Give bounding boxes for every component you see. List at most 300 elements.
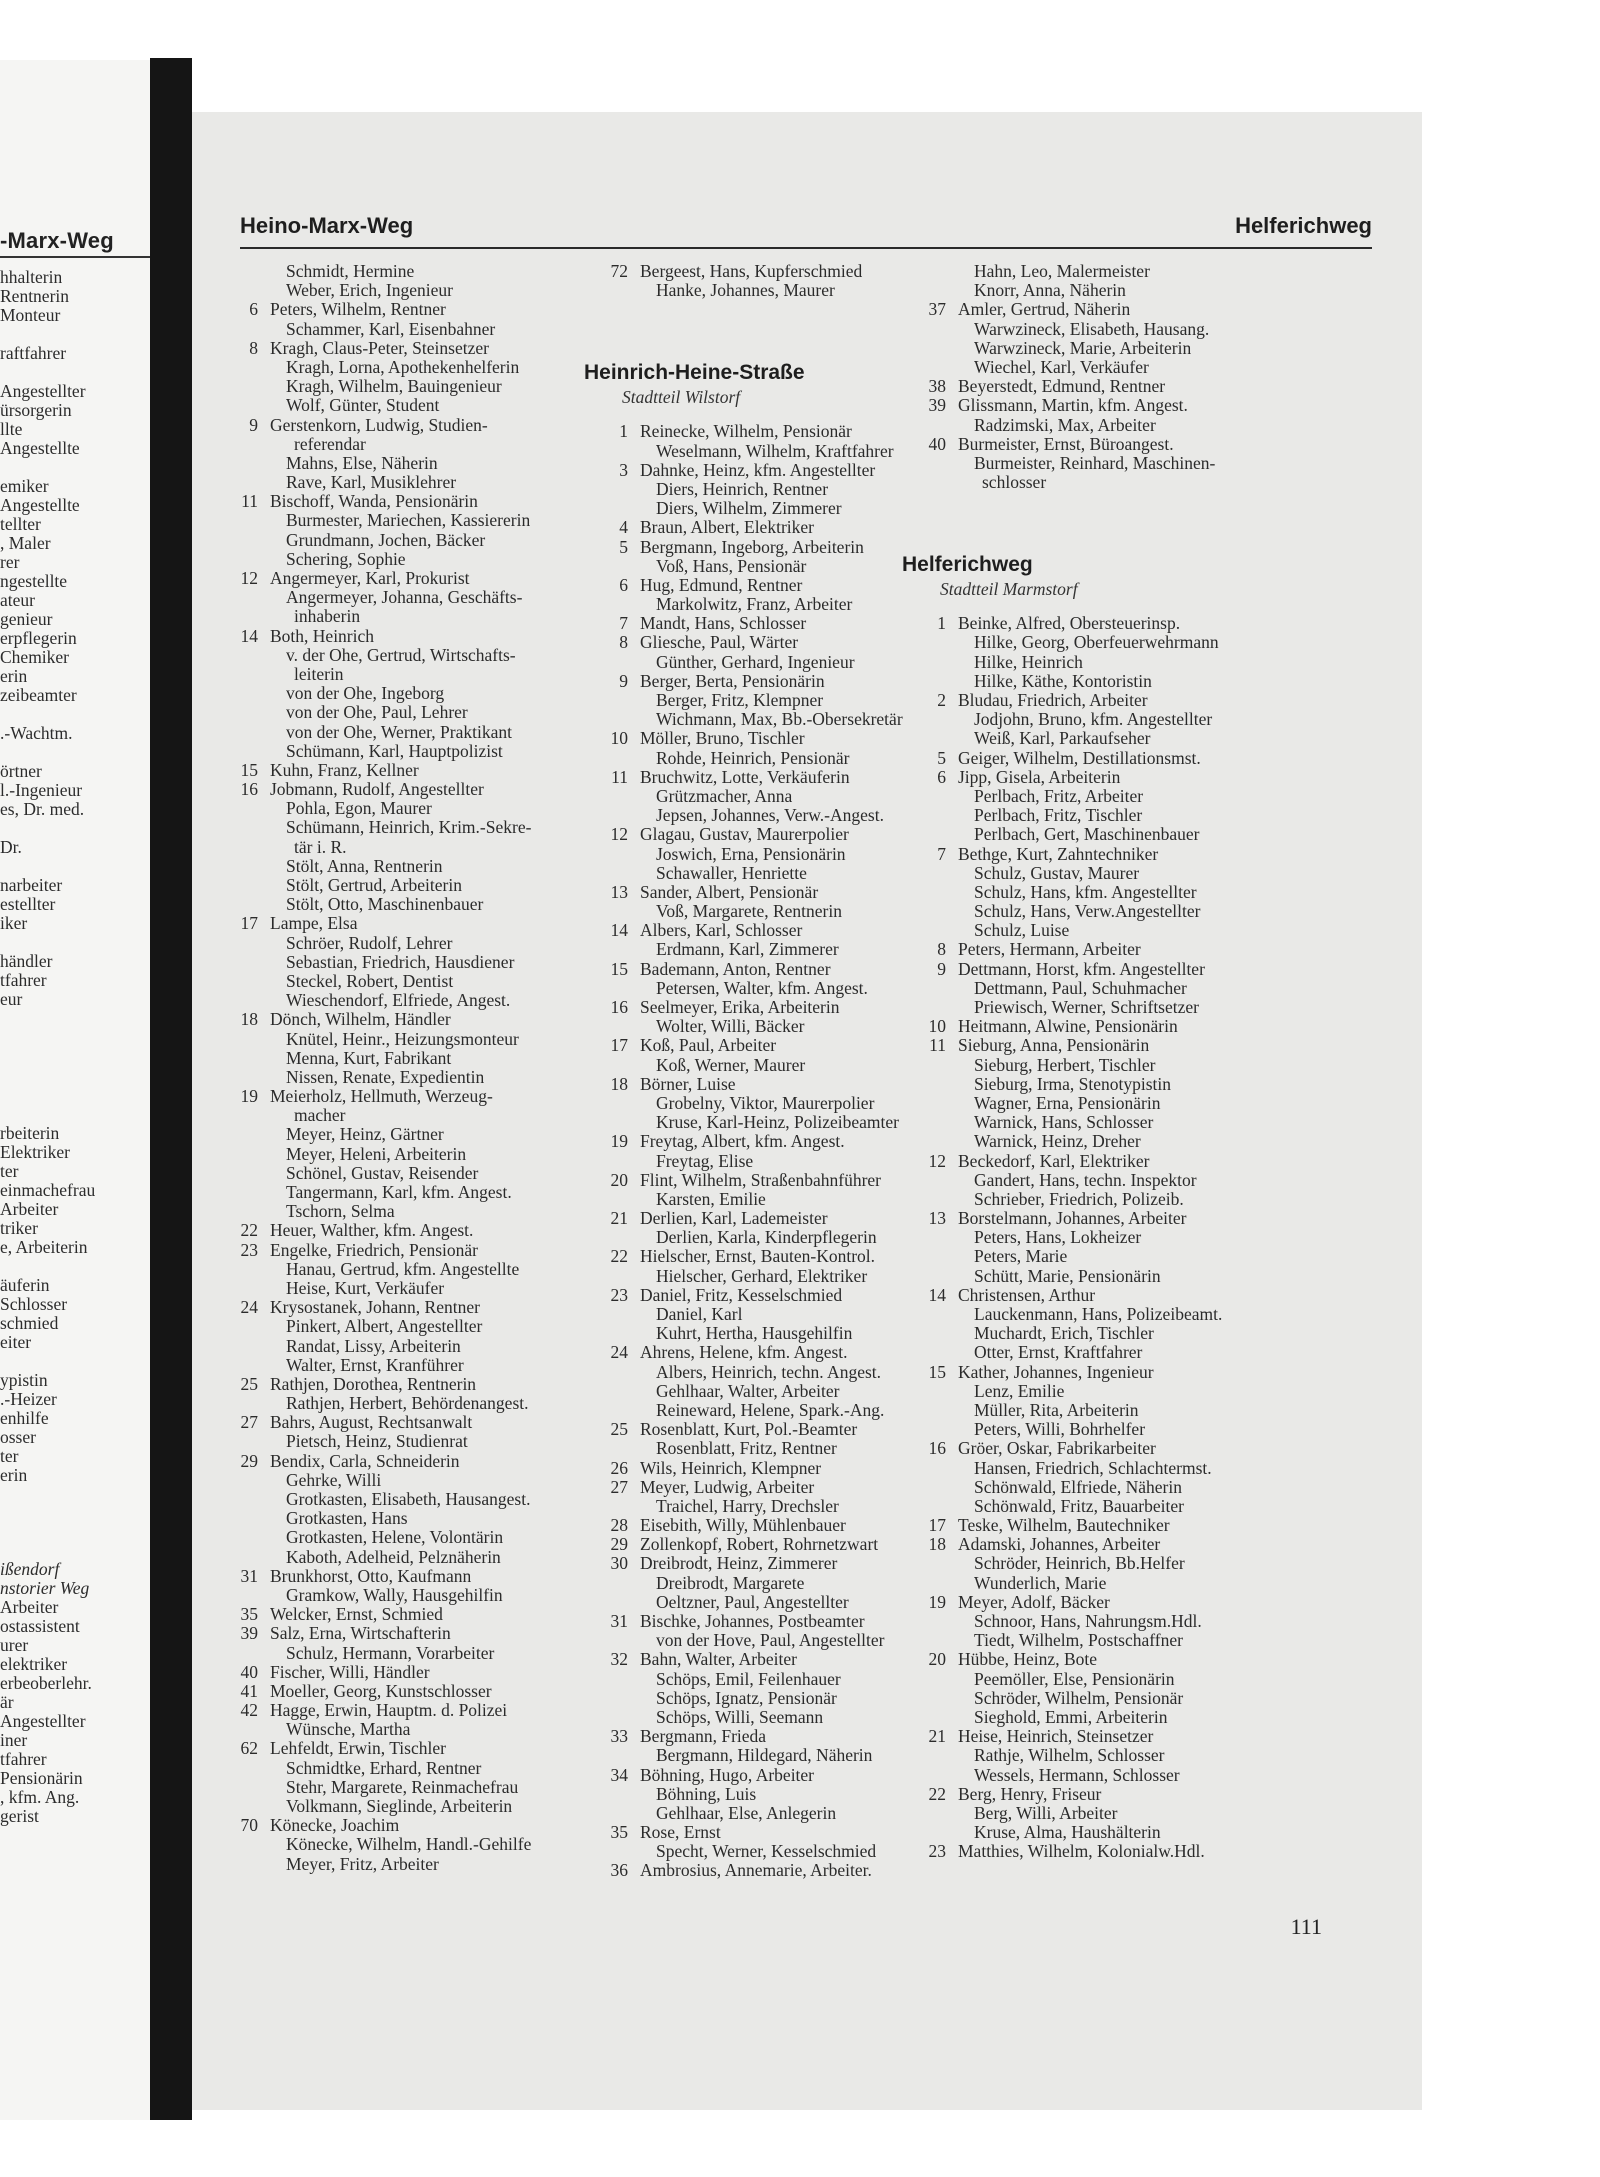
- resident-text: Schnoor, Hans, Nahrungsm.Hdl.: [974, 1611, 1202, 1631]
- left-page-line: triker: [0, 1218, 38, 1238]
- house-number: 16: [610, 997, 628, 1017]
- directory-entry: [910, 1343, 1390, 1362]
- resident-text: Dettmann, Horst, kfm. Angestellter: [958, 958, 1205, 979]
- house-number: 19: [610, 1131, 628, 1152]
- directory-entry: [910, 1209, 1390, 1228]
- resident-text: Joswich, Erna, Pensionärin: [656, 843, 846, 864]
- directory-entry: [910, 1516, 1390, 1535]
- resident-text: Specht, Werner, Kesselschmied: [656, 1841, 877, 1862]
- directory-entry: [910, 473, 1390, 492]
- left-page-line: händler: [0, 951, 53, 971]
- house-number: 38: [928, 376, 946, 397]
- directory-entry: [910, 1804, 1390, 1823]
- resident-text: Nissen, Renate, Expedientin: [286, 1066, 485, 1087]
- left-page-line: erpflegerin: [0, 628, 77, 648]
- resident-text: Hilke, Georg, Oberfeuerwehrmann: [974, 632, 1219, 653]
- resident-text: von der Ohe, Ingeborg: [286, 683, 445, 704]
- left-page-line: l.-Ingenieur: [0, 780, 83, 800]
- house-number: 33: [610, 1726, 628, 1747]
- house-number: 35: [240, 1604, 258, 1625]
- directory-entry: [910, 1247, 1390, 1266]
- resident-text: Muchardt, Erich, Tischler: [974, 1323, 1154, 1344]
- resident-text: Kruse, Karl-Heinz, Polizeibeamter: [656, 1112, 899, 1133]
- house-number: 8: [249, 337, 258, 358]
- house-number: 15: [928, 1361, 946, 1382]
- resident-text: Weiß, Karl, Parkaufseher: [974, 728, 1151, 749]
- resident-text: Warwzineck, Elisabeth, Hausang.: [974, 318, 1210, 339]
- left-page-line: Arbeiter: [0, 1199, 59, 1219]
- left-page-line: ypistin: [0, 1370, 48, 1390]
- resident-text: Gehlhaar, Walter, Arbeiter: [656, 1380, 840, 1401]
- house-number: 12: [240, 568, 258, 588]
- resident-text: Wolter, Willi, Bäcker: [656, 1016, 805, 1037]
- resident-text: Schmidtke, Erhard, Rentner: [286, 1757, 482, 1778]
- directory-entry: [910, 806, 1390, 825]
- house-number: 35: [610, 1822, 628, 1843]
- resident-text: Rathjen, Herbert, Behördenangest.: [286, 1393, 529, 1414]
- resident-text: Schrieber, Friedrich, Polizeib.: [974, 1188, 1184, 1209]
- resident-text: Möller, Bruno, Tischler: [640, 728, 805, 749]
- resident-text: schlosser: [982, 472, 1047, 493]
- resident-text: Bahrs, August, Rechtsanwalt: [270, 1412, 473, 1433]
- resident-text: Kaboth, Adelheid, Pelznäherin: [286, 1546, 501, 1567]
- resident-text: Wunderlich, Marie: [974, 1572, 1107, 1593]
- directory-entry: [910, 921, 1390, 940]
- directory-entry: [910, 1670, 1390, 1689]
- left-page-header-rule: [0, 256, 168, 258]
- left-page-line: es, Dr. med.: [0, 799, 85, 819]
- resident-text: Jipp, Gisela, Arbeiterin: [958, 766, 1121, 787]
- resident-text: Knütel, Heinr., Heizungsmonteur: [286, 1028, 519, 1049]
- house-number: 23: [610, 1284, 628, 1305]
- resident-text: Kruse, Alma, Haushälterin: [974, 1822, 1161, 1843]
- directory-entry: [910, 614, 1390, 633]
- house-number: 37: [928, 299, 946, 320]
- directory-entry: [910, 1631, 1390, 1650]
- resident-text: Knorr, Anna, Näherin: [974, 280, 1126, 301]
- resident-text: Schröder, Heinrich, Bb.Helfer: [974, 1553, 1185, 1574]
- house-number: 9: [619, 670, 628, 691]
- house-number: 6: [249, 299, 258, 320]
- house-number: 13: [610, 881, 628, 902]
- book-spine: [150, 58, 192, 2120]
- resident-text: Grotkasten, Elisabeth, Hausangest.: [286, 1489, 531, 1509]
- resident-text: Burmester, Mariechen, Kassiererin: [286, 510, 531, 531]
- house-number: 22: [610, 1246, 628, 1267]
- directory-entry: [910, 902, 1390, 921]
- resident-text: Hansen, Friedrich, Schlachtermst.: [974, 1457, 1212, 1478]
- house-number: 28: [610, 1515, 628, 1536]
- resident-text: Grützmacher, Anna: [656, 785, 793, 806]
- resident-text: Schönwald, Elfriede, Näherin: [974, 1476, 1182, 1497]
- resident-text: Burmeister, Ernst, Büroangest.: [958, 433, 1174, 454]
- house-number: 3: [619, 459, 628, 480]
- resident-text: Borstelmann, Johannes, Arbeiter: [958, 1208, 1187, 1229]
- house-number: 17: [610, 1035, 628, 1056]
- directory-entry: [910, 1459, 1390, 1478]
- resident-text: Wils, Heinrich, Klempner: [640, 1457, 822, 1478]
- resident-text: Berg, Henry, Friseur: [958, 1783, 1102, 1804]
- resident-text: Meyer, Adolf, Bäcker: [958, 1591, 1110, 1612]
- directory-entry: [910, 339, 1390, 358]
- resident-text: Tiedt, Wilhelm, Postschaffner: [974, 1630, 1183, 1651]
- resident-text: Hielscher, Gerhard, Elektriker: [656, 1265, 868, 1286]
- resident-text: Burmeister, Reinhard, Maschinen-: [974, 452, 1216, 473]
- left-page-line: eiter: [0, 1332, 32, 1352]
- resident-text: Koß, Paul, Arbeiter: [640, 1035, 777, 1056]
- resident-text: Braun, Albert, Elektriker: [640, 517, 814, 538]
- resident-text: Meyer, Ludwig, Arbeiter: [640, 1476, 815, 1497]
- resident-text: Schawaller, Henriette: [656, 862, 807, 883]
- resident-text: Kragh, Lorna, Apothekenhelferin: [286, 356, 520, 377]
- resident-text: Diers, Heinrich, Rentner: [656, 478, 829, 499]
- resident-text: Schröer, Rudolf, Lehrer: [286, 932, 453, 953]
- directory-entry: [910, 749, 1390, 768]
- resident-text: von der Ohe, Werner, Praktikant: [286, 721, 512, 742]
- resident-text: Warnick, Heinz, Dreher: [974, 1131, 1141, 1152]
- directory-entry: [910, 320, 1390, 339]
- house-number: 5: [619, 536, 628, 557]
- resident-text: Moeller, Georg, Kunstschlosser: [270, 1680, 492, 1701]
- house-number: 10: [610, 728, 628, 749]
- left-page-line: genieur: [0, 609, 53, 629]
- resident-text: Daniel, Fritz, Kesselschmied: [640, 1284, 843, 1305]
- resident-text: Otter, Ernst, Kraftfahrer: [974, 1342, 1143, 1363]
- resident-text: Steckel, Robert, Dentist: [286, 970, 454, 991]
- resident-text: Sieburg, Irma, Stenotypistin: [974, 1073, 1172, 1094]
- directory-entry: [910, 710, 1390, 729]
- left-page-line: e, Arbeiterin: [0, 1237, 88, 1257]
- left-page-line: iker: [0, 913, 28, 933]
- resident-text: Walter, Ernst, Kranführer: [286, 1354, 464, 1375]
- resident-text: Günther, Gerhard, Ingenieur: [656, 651, 855, 672]
- resident-text: Fischer, Willi, Händler: [270, 1661, 430, 1682]
- directory-entry: [910, 1593, 1390, 1612]
- house-number: 17: [240, 913, 258, 934]
- resident-text: Bergeest, Hans, Kupferschmied: [640, 261, 863, 281]
- left-page-line: schmied: [0, 1313, 59, 1333]
- directory-entry: [910, 396, 1390, 415]
- street-heading: Heinrich-Heine-Straße: [584, 361, 805, 385]
- resident-text: Tschorn, Selma: [286, 1201, 395, 1222]
- house-number: 11: [611, 766, 628, 787]
- directory-entry: [910, 864, 1390, 883]
- left-page-line: urer: [0, 1635, 29, 1655]
- house-number: 15: [610, 958, 628, 979]
- resident-text: Peemöller, Else, Pensionärin: [974, 1668, 1175, 1689]
- resident-text: Weselmann, Wilhelm, Kraftfahrer: [656, 440, 894, 461]
- resident-text: Schönwald, Fritz, Bauarbeiter: [974, 1495, 1184, 1516]
- resident-text: Pietsch, Heinz, Studienrat: [286, 1431, 468, 1452]
- house-number: 7: [619, 613, 628, 634]
- left-page-line: narbeiter: [0, 875, 63, 895]
- directory-entry: [910, 1286, 1390, 1305]
- resident-text: Petersen, Walter, kfm. Angest.: [656, 977, 868, 998]
- left-page-line: gerist: [0, 1806, 39, 1826]
- directory-entry: [910, 1113, 1390, 1132]
- resident-text: Berg, Willi, Arbeiter: [974, 1802, 1118, 1823]
- resident-text: Amler, Gertrud, Näherin: [958, 299, 1131, 320]
- resident-text: Both, Heinrich: [270, 625, 375, 646]
- house-number: 29: [240, 1450, 258, 1471]
- directory-entry: [910, 1708, 1390, 1727]
- left-page-line: Angestellter: [0, 1711, 86, 1731]
- resident-text: Wichmann, Max, Bb.-Obersekretär: [656, 709, 903, 730]
- resident-text: Sieghold, Emmi, Arbeiterin: [974, 1706, 1168, 1727]
- street-heading: Helferichweg: [902, 553, 1033, 577]
- house-number: 40: [928, 433, 946, 454]
- house-number: 6: [619, 574, 628, 595]
- directory-entry: [910, 1305, 1390, 1324]
- left-page-line: Schlosser: [0, 1294, 68, 1314]
- directory-entry: [910, 1689, 1390, 1708]
- directory-entry: [910, 1228, 1390, 1247]
- directory-entry: [910, 1785, 1390, 1804]
- house-number: 22: [928, 1783, 946, 1804]
- directory-entry: [910, 1823, 1390, 1842]
- district-subheading: Stadtteil Marmstorf: [940, 579, 1078, 600]
- directory-entry: [910, 1324, 1390, 1343]
- house-number: 15: [240, 759, 258, 780]
- left-page-line: erbeoberlehr.: [0, 1673, 92, 1693]
- directory-entry: [910, 1574, 1390, 1593]
- left-page-line: raftfahrer: [0, 343, 67, 363]
- resident-text: Christensen, Arthur: [958, 1284, 1096, 1305]
- resident-text: Freytag, Albert, kfm. Angest.: [640, 1131, 845, 1152]
- resident-text: Rose, Ernst: [640, 1822, 721, 1843]
- resident-text: Kuhrt, Hertha, Hausgehilfin: [656, 1323, 853, 1344]
- house-number: 42: [240, 1700, 258, 1721]
- left-page-line: Elektriker: [0, 1142, 70, 1162]
- directory-entry: [910, 1363, 1390, 1382]
- left-page-line: ißendorf: [0, 1559, 60, 1579]
- resident-text: Perlbach, Fritz, Tischler: [974, 805, 1143, 826]
- directory-entry: [910, 653, 1390, 672]
- left-page-line: ngestellte: [0, 571, 68, 591]
- house-number: 19: [928, 1591, 946, 1612]
- left-page-line: llte: [0, 419, 23, 439]
- resident-text: Traichel, Harry, Drechsler: [656, 1495, 839, 1516]
- directory-entry: [910, 1056, 1390, 1075]
- resident-text: Böhning, Luis: [656, 1783, 757, 1804]
- resident-text: Schulz, Hans, Verw.Angestellter: [974, 901, 1201, 922]
- resident-text: Beckedorf, Karl, Elektriker: [958, 1150, 1150, 1171]
- resident-text: Priewisch, Werner, Schriftsetzer: [974, 997, 1199, 1017]
- house-number: 27: [240, 1412, 258, 1433]
- house-number: 27: [610, 1476, 628, 1497]
- resident-text: Schütt, Marie, Pensionärin: [974, 1265, 1161, 1286]
- resident-text: Dahnke, Heinz, kfm. Angestellter: [640, 459, 876, 480]
- resident-text: Bischke, Johannes, Postbeamter: [640, 1611, 865, 1631]
- resident-text: Bendix, Carla, Schneiderin: [270, 1450, 460, 1471]
- resident-text: Derlien, Karla, Kinderpflegerin: [656, 1227, 877, 1248]
- left-page-line: Chemiker: [0, 647, 70, 667]
- resident-text: Hübbe, Heinz, Bote: [958, 1649, 1097, 1670]
- house-number: 18: [240, 1009, 258, 1030]
- left-page-line: ürsorgerin: [0, 400, 72, 420]
- resident-text: Glagau, Gustav, Maurerpolier: [640, 824, 849, 845]
- house-number: 39: [928, 395, 946, 416]
- left-page-line: tfahrer: [0, 970, 47, 990]
- left-page-line: Angestellter: [0, 381, 86, 401]
- resident-text: von der Ohe, Paul, Lehrer: [286, 702, 468, 723]
- house-number: 18: [928, 1534, 946, 1555]
- resident-text: Stehr, Margarete, Reinmachefrau: [286, 1776, 519, 1797]
- house-number: 23: [928, 1841, 946, 1862]
- district-subheading: Stadtteil Wilstorf: [622, 387, 741, 408]
- directory-entry: [910, 1267, 1390, 1286]
- directory-entry: [910, 998, 1390, 1017]
- resident-text: leiterin: [294, 663, 344, 684]
- resident-text: Albers, Heinrich, techn. Angest.: [656, 1361, 882, 1382]
- resident-text: Grotkasten, Hans: [286, 1508, 408, 1529]
- resident-text: Geiger, Wilhelm, Destillationsmst.: [958, 747, 1201, 768]
- directory-entry: [910, 1420, 1390, 1439]
- resident-text: Rosenblatt, Kurt, Pol.-Beamter: [640, 1419, 858, 1440]
- house-number: 23: [240, 1239, 258, 1260]
- resident-text: v. der Ohe, Gertrud, Wirtschafts-: [286, 644, 516, 665]
- left-page-line: , kfm. Ang.: [0, 1787, 80, 1807]
- left-page-line: iner: [0, 1730, 28, 1750]
- running-header-right: Helferichweg: [1235, 213, 1372, 238]
- left-page-line: ateur: [0, 590, 35, 610]
- left-page-line: rer: [0, 552, 20, 572]
- resident-text: Kragh, Wilhelm, Bauingenieur: [286, 376, 502, 397]
- house-number: 9: [249, 414, 258, 435]
- house-number: 20: [928, 1649, 946, 1670]
- resident-text: Angermeyer, Karl, Prokurist: [270, 568, 470, 588]
- resident-text: Krysostanek, Johann, Rentner: [270, 1297, 480, 1318]
- resident-text: Heitmann, Alwine, Pensionärin: [958, 1016, 1178, 1037]
- directory-entry: [910, 262, 1390, 281]
- house-number: 32: [610, 1649, 628, 1670]
- resident-text: Zollenkopf, Robert, Rohrnetzwart: [640, 1534, 879, 1555]
- resident-text: Meyer, Fritz, Arbeiter: [286, 1853, 439, 1874]
- resident-text: Heuer, Walther, kfm. Angest.: [270, 1220, 474, 1241]
- directory-entry: [910, 454, 1390, 473]
- resident-text: Bludau, Friedrich, Arbeiter: [958, 690, 1148, 710]
- resident-text: Peters, Willi, Bohrhelfer: [974, 1419, 1146, 1440]
- resident-text: Kather, Johannes, Ingenieur: [958, 1361, 1154, 1382]
- resident-text: Gerstenkorn, Ludwig, Studien-: [270, 414, 488, 435]
- resident-text: Teske, Wilhelm, Bautechniker: [958, 1515, 1170, 1536]
- left-page-line: estellter: [0, 894, 56, 914]
- left-page-line: äuferin: [0, 1275, 50, 1295]
- resident-text: Warnick, Hans, Schlosser: [974, 1112, 1154, 1133]
- resident-text: Glissmann, Martin, kfm. Angest.: [958, 395, 1188, 416]
- resident-text: Flint, Wilhelm, Straßenbahnführer: [640, 1169, 882, 1190]
- directory-entry: [910, 1535, 1390, 1554]
- house-number: 8: [937, 939, 946, 960]
- house-number: 16: [240, 779, 258, 800]
- resident-text: Schöps, Willi, Seemann: [656, 1706, 824, 1727]
- directory-entry: [910, 1094, 1390, 1113]
- directory-entry: [910, 1401, 1390, 1420]
- resident-text: Heise, Heinrich, Steinsetzer: [958, 1726, 1154, 1747]
- resident-text: Hagge, Erwin, Hauptm. d. Polizei: [270, 1700, 508, 1721]
- resident-text: Jobmann, Rudolf, Angestellter: [270, 779, 484, 800]
- house-number: 25: [240, 1373, 258, 1394]
- resident-text: Stölt, Otto, Maschinenbauer: [286, 894, 484, 915]
- resident-text: Peters, Wilhelm, Rentner: [270, 299, 446, 320]
- directory-entry: [910, 1650, 1390, 1669]
- resident-text: Rohde, Heinrich, Pensionär: [656, 747, 850, 768]
- resident-text: Salz, Erna, Wirtschafterin: [270, 1623, 451, 1644]
- resident-text: Voß, Hans, Pensionär: [656, 555, 807, 576]
- resident-text: Kuhn, Franz, Kellner: [270, 759, 419, 780]
- left-page-line: tellter: [0, 514, 41, 534]
- resident-text: Peters, Marie: [974, 1246, 1068, 1267]
- resident-text: Rathjen, Dorothea, Rentnerin: [270, 1373, 477, 1394]
- resident-text: Lenz, Emilie: [974, 1380, 1065, 1401]
- resident-text: Freytag, Elise: [656, 1150, 754, 1171]
- resident-text: Bergmann, Frieda: [640, 1726, 767, 1747]
- resident-text: Daniel, Karl: [656, 1304, 743, 1324]
- resident-text: Schümann, Heinrich, Krim.-Sekre-: [286, 817, 532, 838]
- resident-text: Sebastian, Friedrich, Hausdiener: [286, 951, 515, 972]
- directory-entry: [910, 281, 1390, 300]
- resident-text: Bergmann, Hildegard, Näherin: [656, 1745, 873, 1766]
- resident-text: Tangermann, Karl, kfm. Angest.: [286, 1182, 512, 1202]
- house-number: 22: [240, 1220, 258, 1241]
- directory-entry: [910, 845, 1390, 864]
- left-page-line: , Maler: [0, 533, 51, 553]
- house-number: 62: [240, 1738, 258, 1759]
- house-number: 5: [937, 747, 946, 768]
- house-number: 8: [619, 632, 628, 653]
- resident-text: Dettmann, Paul, Schuhmacher: [974, 977, 1187, 998]
- directory-entry: [910, 435, 1390, 454]
- resident-text: Reineward, Helene, Spark.-Ang.: [656, 1399, 885, 1420]
- directory-entry: [910, 787, 1390, 806]
- resident-text: Pohla, Egon, Maurer: [286, 798, 432, 819]
- directory-entry: [910, 1190, 1390, 1209]
- resident-text: Grobelny, Viktor, Maurerpolier: [656, 1092, 875, 1113]
- resident-text: Börner, Luise: [640, 1073, 736, 1094]
- house-number: 20: [610, 1169, 628, 1190]
- left-page-line: Pensionärin: [0, 1768, 83, 1788]
- house-number: 13: [928, 1208, 946, 1229]
- house-number: 19: [240, 1086, 258, 1107]
- house-number: 11: [929, 1035, 946, 1056]
- resident-text: Schöps, Emil, Feilenhauer: [656, 1668, 841, 1689]
- directory-entry: [910, 300, 1390, 319]
- resident-text: Grundmann, Jochen, Bäcker: [286, 529, 486, 550]
- house-number: 26: [610, 1457, 628, 1478]
- left-page-line: hhalterin: [0, 267, 63, 287]
- resident-text: Erdmann, Karl, Zimmerer: [656, 939, 839, 960]
- house-number: 10: [928, 1016, 946, 1037]
- house-number: 36: [610, 1860, 628, 1881]
- resident-text: Wünsche, Martha: [286, 1719, 411, 1740]
- resident-text: Weber, Erich, Ingenieur: [286, 280, 453, 301]
- directory-entry: [910, 1152, 1390, 1171]
- house-number: 16: [928, 1438, 946, 1459]
- house-number: 4: [619, 517, 628, 538]
- resident-text: Welcker, Ernst, Schmied: [270, 1604, 443, 1625]
- directory-entry: [910, 358, 1390, 377]
- resident-text: Wagner, Erna, Pensionärin: [974, 1092, 1161, 1113]
- left-page-line: Angestellte: [0, 438, 80, 458]
- left-page-header: -Marx-Weg: [0, 228, 114, 253]
- house-number: 7: [937, 843, 946, 864]
- resident-text: Menna, Kurt, Fabrikant: [286, 1047, 452, 1068]
- left-page-line: ter: [0, 1161, 19, 1181]
- directory-entry: [910, 1746, 1390, 1765]
- resident-text: Schümann, Karl, Hauptpolizist: [286, 740, 503, 761]
- left-page-line: erin: [0, 666, 28, 686]
- left-page-line: zeibeamter: [0, 685, 77, 705]
